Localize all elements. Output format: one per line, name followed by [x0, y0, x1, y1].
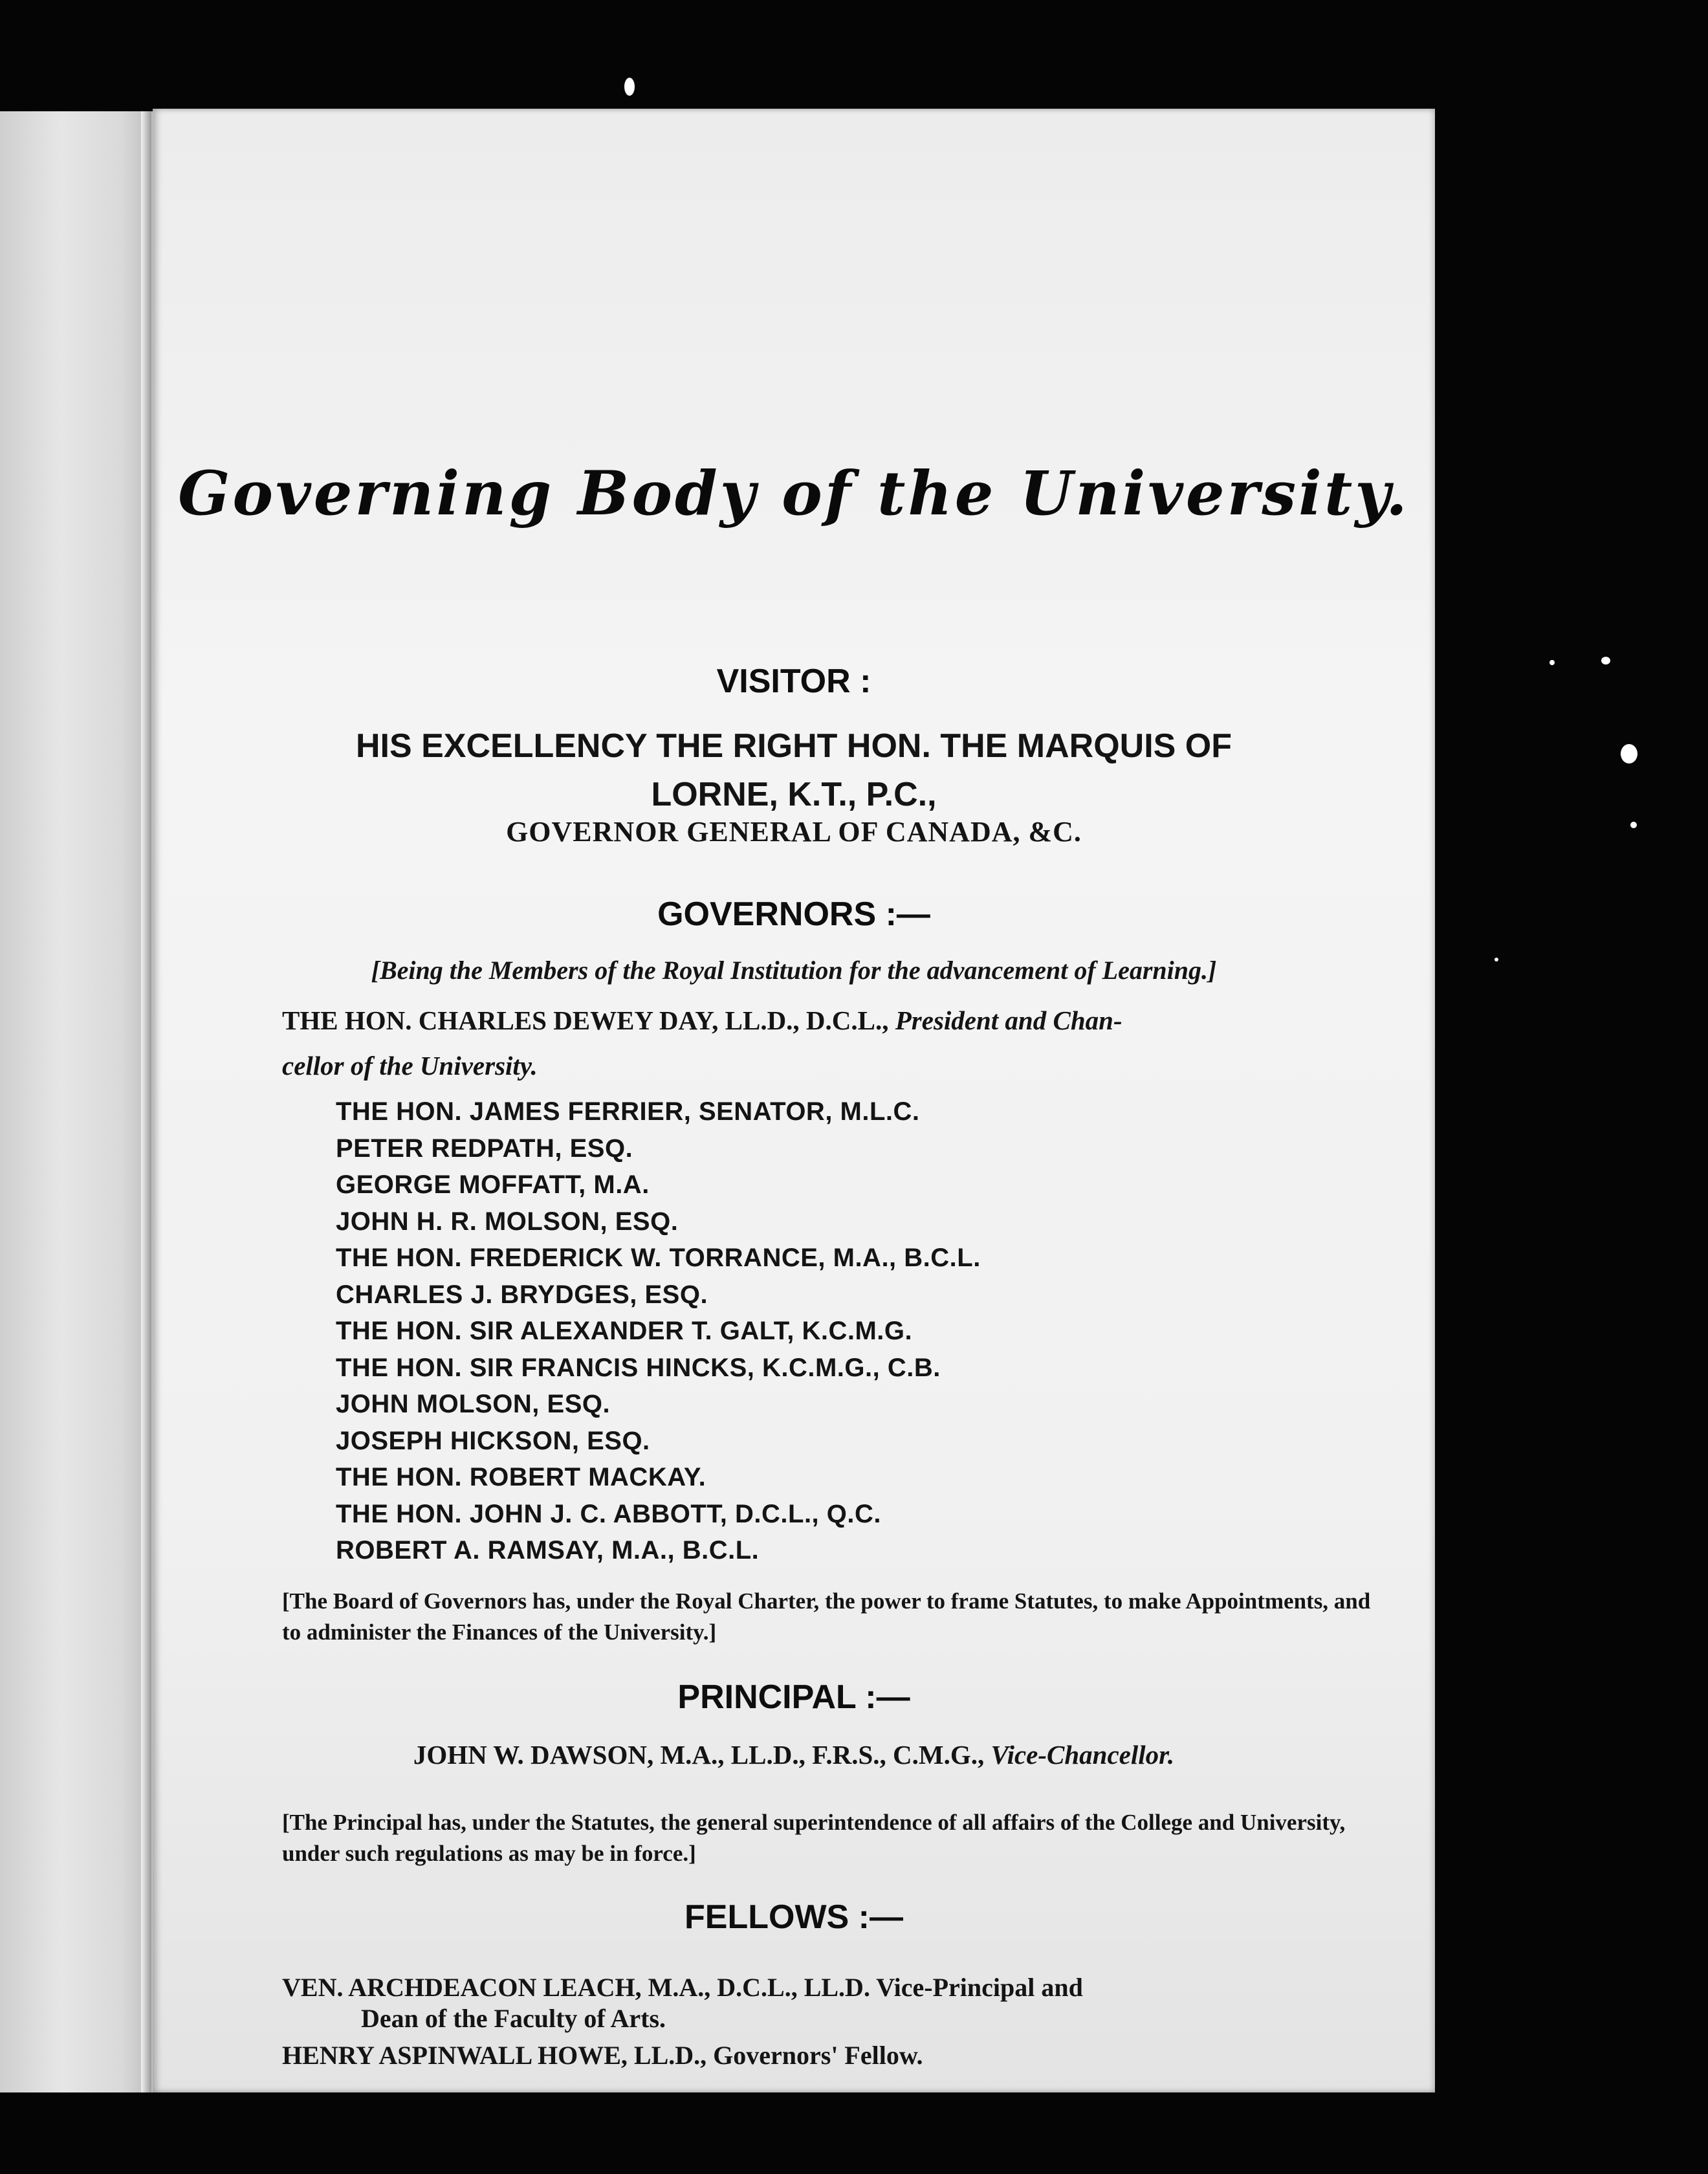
governors-note: [Being the Members of the Royal Institution for the advancement of Learning.] — [371, 956, 1217, 985]
scan-speck — [1601, 657, 1610, 664]
governor-member: THE HON. JAMES FERRIER, SENATOR, M.L.C. — [336, 1097, 920, 1126]
fellow-entry-1-continued: Dean of the Faculty of Arts. — [361, 2004, 666, 2033]
page-heading: Governing Body of the University. — [178, 458, 1410, 529]
previous-page-edge — [0, 111, 153, 2092]
principal-name: JOHN W. DAWSON, M.A., LL.D., F.R.S., C.M.G., — [413, 1740, 985, 1770]
governor-member: JOHN H. R. MOLSON, ESQ. — [336, 1207, 679, 1236]
visitor-line-3: GOVERNOR GENERAL OF CANADA, &C. — [506, 816, 1082, 848]
fellows-title: FELLOWS :— — [684, 1898, 903, 1936]
governors-list — [336, 1097, 981, 1573]
scan-speck — [624, 78, 635, 96]
president-line — [282, 1005, 1122, 1036]
board-note: [The Board of Governors has, under the Royal Charter, the power to frame Statutes, to make Appointments, and to administer the Finances of the University.] — [282, 1588, 1371, 1645]
president-name: THE HON. CHARLES DEWEY DAY, LL.D., D.C.L., — [282, 1005, 889, 1035]
visitor-line-1: HIS EXCELLENCY THE RIGHT HON. THE MARQUIS OF — [355, 727, 1232, 765]
president-role-a: President and Chan- — [895, 1005, 1122, 1035]
governor-member: THE HON. JOHN J. C. ABBOTT, D.C.L., Q.C. — [336, 1499, 882, 1528]
visitor-line-2: LORNE, K.T., P.C., — [651, 776, 937, 813]
principal-title: PRINCIPAL :— — [677, 1678, 910, 1716]
principal-note: [The Principal has, under the Statutes, the general superintendence of all affairs of the College and University, under such regulations as may be in force.] — [282, 1810, 1346, 1866]
fellow-entry-2: HENRY ASPINWALL HOWE, LL.D., Governors' Fellow. — [282, 2041, 923, 2070]
scan-speck — [1621, 744, 1637, 763]
governor-member: PETER REDPATH, ESQ. — [336, 1134, 633, 1163]
document-page — [153, 109, 1435, 2092]
governors-title: GOVERNORS :— — [657, 895, 930, 933]
governor-member: THE HON. FREDERICK W. TORRANCE, M.A., B.C.L. — [336, 1244, 981, 1272]
governor-member: THE HON. SIR ALEXANDER T. GALT, K.C.M.G. — [336, 1317, 913, 1345]
president-role-b: cellor of the University. — [282, 1051, 538, 1081]
scan-speck — [1494, 958, 1498, 961]
visitor-title: VISITOR : — [716, 663, 871, 700]
principal-role: Vice-Chancellor. — [991, 1740, 1175, 1770]
scan-speck — [1549, 660, 1555, 665]
fellow-entry-1: VEN. ARCHDEACON LEACH, M.A., D.C.L., LL.D. Vice-Principal and — [282, 1973, 1083, 2002]
governor-member: THE HON. ROBERT MACKAY. — [336, 1463, 706, 1491]
governor-member: JOSEPH HICKSON, ESQ. — [336, 1426, 650, 1455]
governor-member: THE HON. SIR FRANCIS HINCKS, K.C.M.G., C.B. — [336, 1353, 941, 1382]
governor-member: ROBERT A. RAMSAY, M.A., B.C.L. — [336, 1536, 760, 1565]
governor-member: JOHN MOLSON, ESQ. — [336, 1390, 611, 1418]
governor-member: CHARLES J. BRYDGES, ESQ. — [336, 1280, 708, 1309]
scan-speck — [1630, 822, 1637, 828]
governor-member: GEORGE MOFFATT, M.A. — [336, 1170, 650, 1199]
principal-line — [153, 1739, 1435, 1770]
